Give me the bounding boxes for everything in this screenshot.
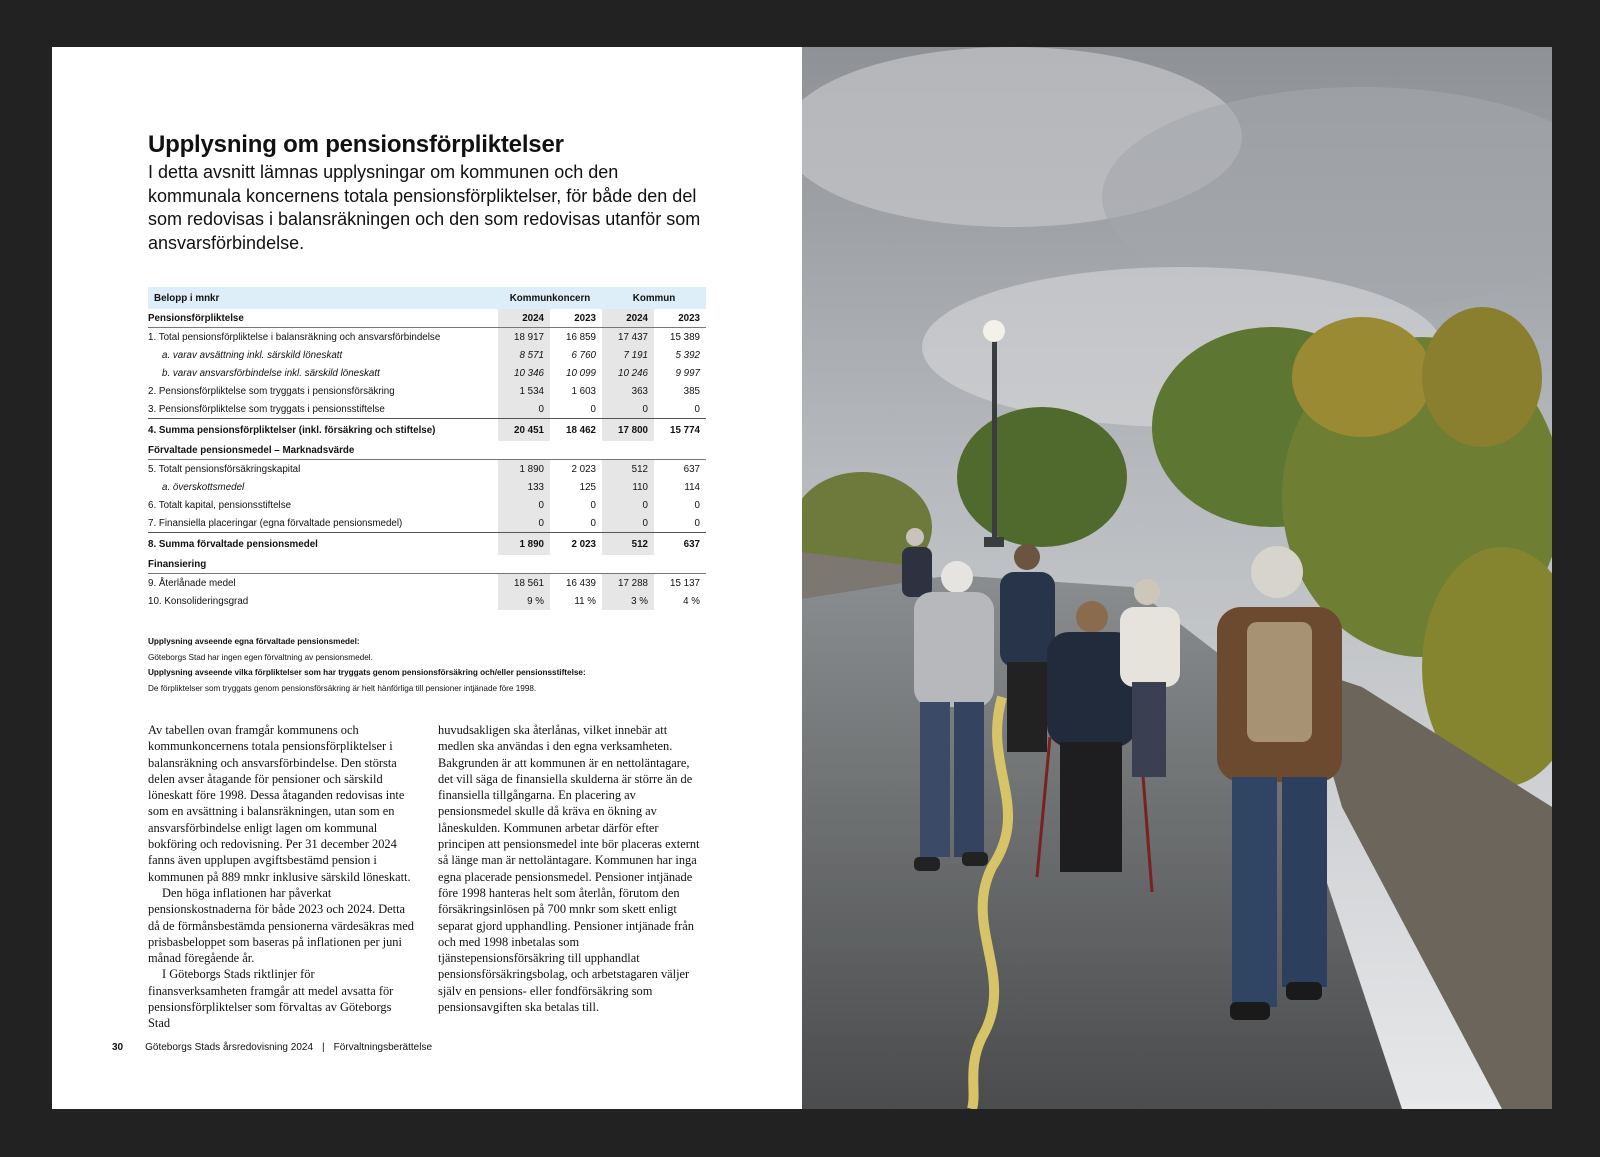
left-page [52, 47, 802, 1109]
total-row [148, 533, 706, 556]
table-row [148, 400, 706, 419]
cell: 17 437 [602, 328, 654, 347]
body-column-right [438, 722, 706, 1032]
note-text: De förpliktelser som tryggats genom pensionsförsäkring är helt hänförliga till pensioner intjänade före 1998. [148, 683, 537, 693]
row-label: a. varav avsättning inkl. särskild löneskatt [162, 349, 343, 361]
row-label: 4. Summa pensionsförpliktelser (inkl. försäkring och stiftelse) [148, 419, 498, 442]
year-header: 2023 [550, 309, 602, 328]
row-label: 9. Återlånade medel [148, 577, 236, 589]
pension-table [148, 287, 706, 610]
cell: 512 [602, 460, 654, 479]
photo-seniors-walking [802, 47, 1552, 1109]
cell: 18 561 [498, 574, 550, 593]
cell: 637 [683, 463, 700, 475]
note-heading: Upplysning avseende egna förvaltade pensionsmedel: [148, 637, 360, 646]
cell: 0 [590, 517, 596, 529]
body-text [148, 722, 706, 1032]
total-row [148, 419, 706, 442]
table-head-label: Belopp i mnkr [148, 287, 498, 309]
table-header-row [148, 287, 706, 309]
table-row [148, 574, 706, 593]
cell: 0 [694, 517, 700, 529]
table-row [148, 460, 706, 479]
cell: 0 [602, 400, 654, 419]
cell: 363 [602, 382, 654, 400]
footer-document: Göteborgs Stads årsredovisning 2024 [145, 1042, 314, 1053]
table-notes [148, 634, 706, 696]
cell: 0 [602, 514, 654, 533]
group-header-kommunkoncern: Kommunkoncern [498, 287, 602, 309]
row-label: 3. Pensionsförpliktelse som tryggats i pensionsstiftelse [148, 403, 385, 415]
cell: 0 [498, 496, 550, 514]
lead-paragraph: I detta avsnitt lämnas upplysningar om kommunen och den kommunala koncernens totala pensionsförpliktelser, för både den del som redovisas i balansräkningen och den som redovisas utanför som ansvarsförbindelse. [148, 162, 701, 253]
cell: 15 137 [670, 577, 700, 589]
cell: 637 [654, 533, 706, 556]
cell: 15 389 [670, 331, 700, 343]
cell: 10 246 [602, 364, 654, 382]
cell: 133 [498, 478, 550, 496]
table-row [148, 592, 706, 610]
row-label: 10. Konsolideringsgrad [148, 595, 249, 607]
body-paragraph: huvudsakligen ska återlånas, vilket innebär att medlen ska användas i den egna verksamheten. Bakgrunden är att kommunen är en nettoläntagare, det vill säga de finansiella skulderna är större än de finansiella tillgångarna. En placering av pensionsmedel skulle då kräva en ökning av låneskulden. Kommunen arbetar därför efter principen att pensionsmedel inte bör placeras externt så länge man är nettoläntagare. Kommunen har inga egna placerade pensionsmedel. Pensioner intjänade före 1998 hanteras helt som återlån, förutom den försäkringsinlösen på 700 mnkr som skett enligt separat gjord upphandling. Pensioner intjänade från och med 1998 inbetalas som tjänstepensionsförsäkring till upphandlat pensionsförsäkringsbolag, och arbetstagaren väljer själv en pensions- eller fondförsäkring som pensionsavgiften ska betalas till. [438, 723, 700, 1015]
row-label: b. varav ansvarsförbindelse inkl. särskild löneskatt [162, 367, 380, 379]
body-paragraph: I Göteborgs Stads riktlinjer för finansverksamheten framgår att medel avsatta för pensionsförpliktelser som förvaltas av Göteborgs Stad [148, 967, 394, 1031]
cell: 1 603 [571, 385, 596, 397]
page-number: 30 [112, 1042, 124, 1053]
cell: 385 [683, 385, 700, 397]
page-title: Upplysning om pensionsförpliktelser [148, 131, 564, 158]
body-paragraph: Av tabellen ovan framgår kommunens och kommunkoncernens totala pensionsförpliktelser i balansräkning och ansvarsförbindelse. Den största delen avser åtagande för pensioner och särskild löneskatt före 1998. Dessa åtaganden redovisas inte som en avsättning i balansräkningen, utan som en ansvarsförbindelse enligt lagen om kommunal bokföring och redovisning. Per 31 december 2024 fanns även upplupen avgiftsbestämd pension i kommunen på 889 mnkr inklusive särskild löneskatt. [148, 723, 411, 884]
cell: 17 288 [602, 574, 654, 593]
footer-separator: | [322, 1042, 325, 1053]
cell: 2 023 [571, 463, 596, 475]
cell: 0 [498, 400, 550, 419]
cell: 2 023 [550, 533, 602, 556]
cell: 18 462 [550, 419, 602, 442]
table-row [148, 478, 706, 496]
cell: 114 [684, 481, 700, 493]
cell: 9 997 [675, 367, 700, 379]
group-header-kommun: Kommun [602, 287, 706, 309]
cell: 110 [602, 478, 654, 496]
cell: 6 760 [571, 349, 596, 361]
person-grey-hoodie [914, 561, 994, 871]
table-row [148, 382, 706, 400]
table-row [148, 346, 706, 364]
row-label: 2. Pensionsförpliktelse som tryggats i pensionsförsäkring [148, 385, 395, 397]
row-label: 1. Total pensionsförpliktelse i balansräkning och ansvarsförbindelse [148, 331, 441, 343]
cell: 3 % [602, 592, 654, 610]
body-column-left [148, 722, 416, 1032]
cell: 15 774 [654, 419, 706, 442]
row-label: 6. Totalt kapital, pensionsstiftelse [148, 499, 292, 511]
cell: 512 [602, 533, 654, 556]
cell: 11 % [574, 595, 596, 607]
year-header: 2024 [602, 309, 654, 328]
section-title: Pensionsförpliktelse [148, 309, 498, 328]
row-label: 7. Finansiella placeringar (egna förvaltade pensionsmedel) [148, 517, 403, 529]
cell: 1 890 [498, 533, 550, 556]
cell: 0 [694, 499, 700, 511]
cell: 20 451 [498, 419, 550, 442]
row-label: 8. Summa förvaltade pensionsmedel [148, 533, 498, 556]
cell: 5 392 [675, 349, 700, 361]
section-title: Förvaltade pensionsmedel – Marknadsvärde [148, 441, 498, 460]
footer-section: Förvaltningsberättelse [333, 1042, 433, 1053]
table-row [148, 496, 706, 514]
row-label: a. överskottsmedel [162, 481, 245, 493]
cell: 0 [694, 403, 700, 415]
section-row [148, 555, 706, 574]
cell: 7 191 [602, 346, 654, 364]
intro [148, 131, 706, 255]
cell: 16 439 [566, 577, 596, 589]
year-header: 2023 [654, 309, 706, 328]
cell: 17 800 [602, 419, 654, 442]
cell: 16 859 [566, 331, 596, 343]
body-paragraph: Den höga inflationen har påverkat pensionskostnaderna för både 2023 och 2024. Detta då de förmånsbestämda pensionerna värdesäkras med prisbasbeloppet som baseras på inflationen per juni månad föregående år. [148, 885, 414, 966]
table-row [148, 514, 706, 533]
page-footer [112, 1042, 432, 1053]
cell: 1 534 [498, 382, 550, 400]
cell: 0 [498, 514, 550, 533]
section-title: Finansiering [148, 555, 498, 574]
cell: 0 [602, 496, 654, 514]
cell: 10 346 [498, 364, 550, 382]
section-row [148, 441, 706, 460]
year-header: 2024 [498, 309, 550, 328]
cell: 10 099 [566, 367, 596, 379]
cell: 4 % [683, 595, 700, 607]
person-dark-jacket [1000, 544, 1055, 752]
cell: 0 [590, 403, 596, 415]
year-header-row [148, 309, 706, 328]
cell: 8 571 [498, 346, 550, 364]
cell: 1 890 [498, 460, 550, 479]
table-row [148, 328, 706, 347]
note-heading: Upplysning avseende vilka förpliktelser som har tryggats genom pensionsförsäkring och/eller pensionsstiftelse: [148, 668, 586, 677]
cell: 18 917 [498, 328, 550, 347]
table-row [148, 364, 706, 382]
row-label: 5. Totalt pensionsförsäkringskapital [148, 463, 301, 475]
note-text: Göteborgs Stad har ingen egen förvaltning av pensionsmedel. [148, 652, 373, 662]
cell: 0 [590, 499, 596, 511]
cell: 9 % [498, 592, 550, 610]
photo-page [802, 47, 1552, 1109]
cell: 125 [579, 481, 596, 493]
